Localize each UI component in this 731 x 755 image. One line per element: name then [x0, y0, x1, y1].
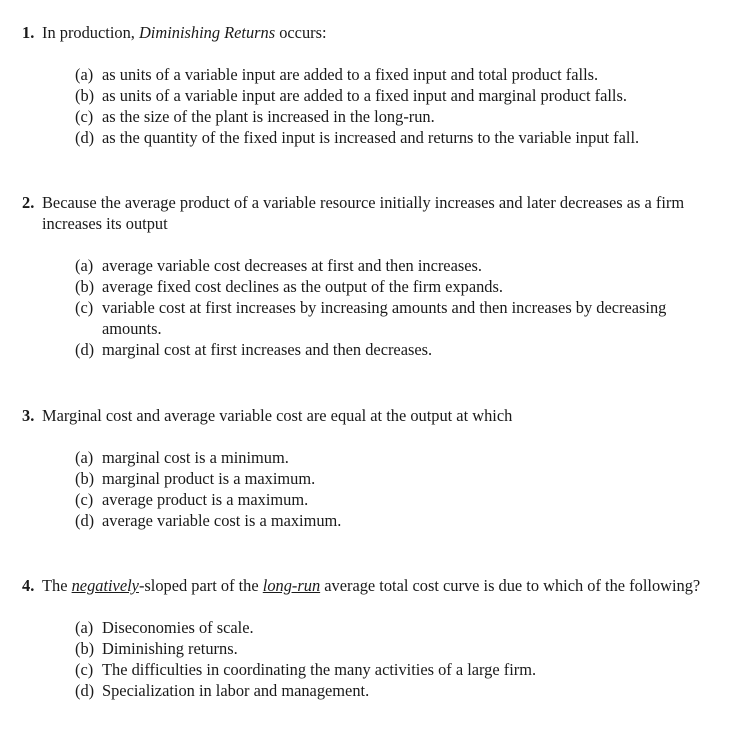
- choice-text: as the size of the plant is increased in the long-run.: [102, 107, 435, 126]
- choice-list: [0, 64, 731, 148]
- choice-text: Specialization in labor and management.: [102, 681, 370, 700]
- choice-letter: (b): [75, 277, 95, 296]
- choice-letter: (c): [75, 298, 94, 317]
- choice-letter: (d): [75, 511, 95, 530]
- choice-letter: (a): [75, 256, 94, 275]
- choice-d: [0, 339, 731, 360]
- choice-a: [0, 64, 731, 85]
- choice-a: [0, 447, 731, 468]
- choice-text: as units of a variable input are added to a fixed input and marginal product falls.: [102, 86, 627, 105]
- choice-b: [0, 85, 731, 106]
- choice-letter: (d): [75, 340, 95, 359]
- choice-letter: (a): [75, 618, 94, 637]
- choice-c: [0, 659, 731, 680]
- choice-d: [0, 510, 731, 531]
- stem-underlined-term: negatively: [71, 576, 139, 595]
- choice-d: [0, 127, 731, 148]
- choice-text: Diminishing returns.: [102, 639, 238, 658]
- question-number: 4.: [22, 576, 35, 595]
- choice-letter: (a): [75, 448, 94, 467]
- question-number: 3.: [22, 406, 35, 425]
- choice-text: as units of a variable input are added to a fixed input and total product falls.: [102, 65, 599, 84]
- question-stem: [0, 575, 731, 596]
- question-number: 2.: [22, 193, 35, 212]
- question-4: [0, 575, 731, 701]
- choice-list: [0, 447, 731, 531]
- choice-a: [0, 617, 731, 638]
- choice-text: average variable cost is a maximum.: [102, 511, 342, 530]
- choice-c: [0, 106, 731, 127]
- choice-letter: (b): [75, 469, 95, 488]
- stem-text: occurs:: [275, 23, 327, 42]
- stem-text: In production,: [42, 23, 139, 42]
- choice-a: [0, 255, 731, 276]
- choice-c: [0, 489, 731, 510]
- choice-text: average fixed cost declines as the output of the firm expands.: [102, 277, 503, 296]
- choice-letter: (c): [75, 490, 94, 509]
- question-1: [0, 22, 731, 148]
- choice-d: [0, 680, 731, 701]
- choice-list: [0, 617, 731, 701]
- choice-letter: (a): [75, 65, 94, 84]
- question-stem: [0, 405, 731, 426]
- choice-letter: (d): [75, 681, 95, 700]
- choice-letter: (b): [75, 86, 95, 105]
- choice-letter: (c): [75, 107, 94, 126]
- choice-b: [0, 276, 731, 297]
- question-stem: [0, 22, 731, 43]
- choice-b: [0, 468, 731, 489]
- choice-text: marginal cost at first increases and then decreases.: [102, 340, 433, 359]
- stem-text: -sloped part of the: [138, 576, 263, 595]
- choice-text: Diseconomies of scale.: [102, 618, 254, 637]
- choice-text: as the quantity of the fixed input is increased and returns to the variable input fall.: [102, 128, 640, 147]
- stem-text: The: [42, 576, 72, 595]
- stem-text: Marginal cost and average variable cost are equal at the output at which: [42, 406, 513, 425]
- question-stem: [0, 192, 731, 234]
- choice-b: [0, 638, 731, 659]
- stem-text: Because the average product of a variable resource initially increases and later decreases as a firm increases its output: [42, 193, 685, 233]
- choice-letter: (b): [75, 639, 95, 658]
- stem-text: average total cost curve is due to which of the following?: [320, 576, 701, 595]
- choice-text: marginal cost is a minimum.: [102, 448, 289, 467]
- question-3: [0, 405, 731, 531]
- choice-c: [0, 297, 731, 339]
- stem-underlined-term: long-run: [262, 576, 321, 595]
- choice-text: average product is a maximum.: [102, 490, 309, 509]
- question-number: 1.: [22, 23, 35, 42]
- choice-list: [0, 255, 731, 360]
- choice-text: The difficulties in coordinating the many activities of a large firm.: [102, 660, 537, 679]
- choice-text: average variable cost decreases at first and then increases.: [102, 256, 482, 275]
- question-2: [0, 192, 731, 360]
- choice-text: marginal product is a maximum.: [102, 469, 316, 488]
- choice-text: variable cost at first increases by increasing amounts and then increases by decreasing amounts.: [102, 298, 667, 338]
- choice-letter: (c): [75, 660, 94, 679]
- stem-emphasis: Diminishing Returns: [138, 23, 276, 42]
- choice-letter: (d): [75, 128, 95, 147]
